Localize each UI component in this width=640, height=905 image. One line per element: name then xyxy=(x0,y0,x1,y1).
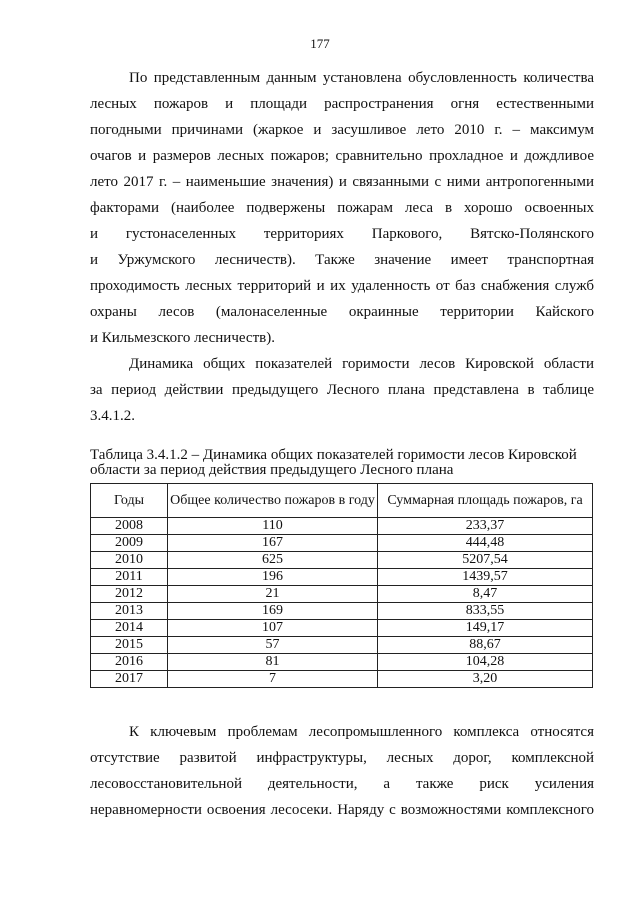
cell-area: 444,48 xyxy=(378,535,593,552)
text-line: отсутствие развитой инфраструктуры, лесных дорог, комплексной xyxy=(90,750,594,766)
text-line: и Уржумского лесничеств). Также значение имеет транспортная xyxy=(90,252,594,268)
cell-count: 81 xyxy=(168,654,378,671)
text-line: По представленным данным установлена обусловленность количества xyxy=(129,70,594,86)
header-years: Годы xyxy=(91,484,168,518)
cell-area: 8,47 xyxy=(378,586,593,603)
text-line: и Кильмезского лесничеств). xyxy=(90,330,275,346)
cell-count: 625 xyxy=(168,552,378,569)
table-row xyxy=(91,671,593,688)
header-fire-count: Общее количество пожаров в году xyxy=(168,484,378,518)
cell-count: 169 xyxy=(168,603,378,620)
cell-area: 233,37 xyxy=(378,518,593,535)
table-row xyxy=(91,518,593,535)
cell-year: 2010 xyxy=(91,552,168,569)
table-row xyxy=(91,620,593,637)
cell-area: 88,67 xyxy=(378,637,593,654)
text-line: за период действии предыдущего Лесного плана представлена в таблице xyxy=(90,382,594,398)
table-caption xyxy=(90,448,600,478)
paragraph-industry-problems xyxy=(90,719,594,823)
text-line: и густонаселенных территориях Паркового, Вятско-Полянского xyxy=(90,226,594,242)
header-fire-area: Суммарная площадь пожаров, га xyxy=(378,484,593,518)
table-row xyxy=(91,654,593,671)
cell-area: 833,55 xyxy=(378,603,593,620)
text-line: очагов и размеров лесных пожаров; сравнительно прохладное и дождливое xyxy=(90,148,594,164)
text-line: проходимость лесных территорий и их удаленность от баз снабжения служб xyxy=(90,278,594,294)
paragraph-dynamics-intro xyxy=(90,351,594,429)
table-header-row xyxy=(91,484,593,518)
cell-area: 3,20 xyxy=(378,671,593,688)
paragraph-fire-causes xyxy=(90,65,594,351)
cell-count: 107 xyxy=(168,620,378,637)
cell-year: 2009 xyxy=(91,535,168,552)
cell-area: 149,17 xyxy=(378,620,593,637)
cell-count: 57 xyxy=(168,637,378,654)
cell-year: 2008 xyxy=(91,518,168,535)
cell-count: 7 xyxy=(168,671,378,688)
cell-area: 1439,57 xyxy=(378,569,593,586)
cell-count: 196 xyxy=(168,569,378,586)
table-row xyxy=(91,603,593,620)
cell-year: 2011 xyxy=(91,569,168,586)
text-line: охраны лесов (малонаселенные окраинные территории Кайского xyxy=(90,304,594,320)
page-number: 177 xyxy=(310,36,330,51)
table-row xyxy=(91,586,593,603)
text-line: погодными причинами (жаркое и засушливое лето 2010 г. – максимум xyxy=(90,122,594,138)
cell-year: 2012 xyxy=(91,586,168,603)
cell-year: 2014 xyxy=(91,620,168,637)
text-line: неравномерности освоения лесосеки. Наряду с возможностями комплексного xyxy=(90,802,594,818)
caption-line: Таблица 3.4.1.2 – Динамика общих показателей горимости лесов Кировской xyxy=(90,447,577,463)
text-line: лесных пожаров и площади распространения огня естественными xyxy=(90,96,594,112)
cell-count: 21 xyxy=(168,586,378,603)
table-row xyxy=(91,637,593,654)
table-row xyxy=(91,552,593,569)
cell-count: 167 xyxy=(168,535,378,552)
table-row xyxy=(91,569,593,586)
cell-area: 104,28 xyxy=(378,654,593,671)
cell-year: 2017 xyxy=(91,671,168,688)
text-line: лесовосстановительной деятельности, а также риск усиления xyxy=(90,776,594,792)
cell-year: 2013 xyxy=(91,603,168,620)
cell-count: 110 xyxy=(168,518,378,535)
cell-year: 2016 xyxy=(91,654,168,671)
caption-line: области за период действия предыдущего Лесного плана xyxy=(90,462,454,478)
table-row xyxy=(91,535,593,552)
text-line: лето 2017 г. – наименьшие значения) и связанными с ними антропогенными xyxy=(90,174,594,190)
text-line: К ключевым проблемам лесопромышленного комплекса относятся xyxy=(129,724,594,740)
text-line: 3.4.1.2. xyxy=(90,408,135,424)
cell-area: 5207,54 xyxy=(378,552,593,569)
fire-statistics-table xyxy=(90,483,593,688)
text-line: факторами (наиболее подвержены пожарам леса в хорошо освоенных xyxy=(90,200,594,216)
text-line: Динамика общих показателей горимости лесов Кировской области xyxy=(129,356,594,372)
cell-year: 2015 xyxy=(91,637,168,654)
